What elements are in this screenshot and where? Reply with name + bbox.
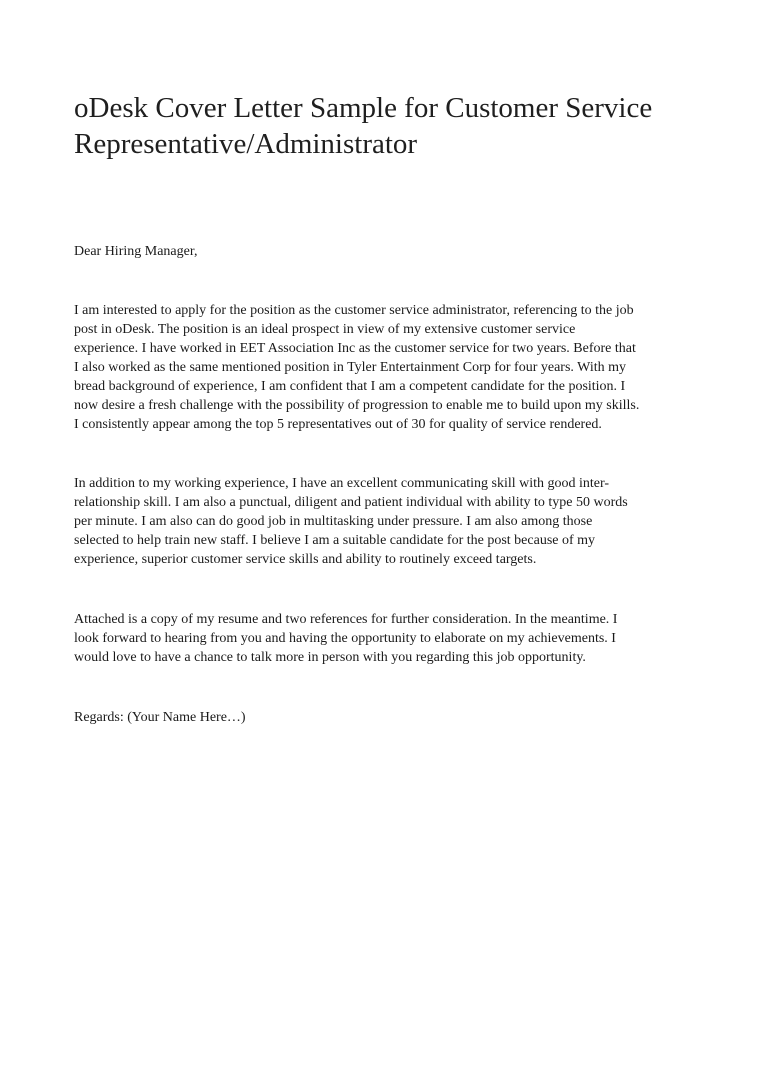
paragraph-line: I also worked as the same mentioned position in Tyler Entertainment Corp for four years. With my <box>74 360 626 375</box>
paragraph-line: per minute. I am also can do good job in multitasking under pressure. I am also among those <box>74 514 593 529</box>
paragraph-line: experience. I have worked in EET Association Inc as the customer service for two years. Before that <box>74 341 636 356</box>
paragraph-skills <box>74 474 714 569</box>
paragraph-line: I consistently appear among the top 5 representatives out of 30 for quality of service rendered. <box>74 417 602 432</box>
paragraph-line: look forward to hearing from you and having the opportunity to elaborate on my achievements. I <box>74 631 616 646</box>
paragraph-line: experience, superior customer service skills and ability to routinely exceed targets. <box>74 552 537 567</box>
paragraph-line: In addition to my working experience, I have an excellent communicating skill with good inter- <box>74 476 610 491</box>
paragraph-line: I am interested to apply for the position as the customer service administrator, referencing to the job <box>74 303 634 318</box>
paragraph-line: post in oDesk. The position is an ideal prospect in view of my extensive customer service <box>74 322 576 337</box>
paragraph-line: would love to have a chance to talk more in person with you regarding this job opportunity. <box>74 650 586 665</box>
paragraph-line: now desire a fresh challenge with the possibility of progression to enable me to build upon my skills. <box>74 398 640 413</box>
signoff: Regards: (Your Name Here…) <box>74 710 246 725</box>
paragraph-closing <box>74 610 714 667</box>
paragraph-interest <box>74 301 714 434</box>
paragraph-line: bread background of experience, I am confident that I am a competent candidate for the position. I <box>74 379 626 394</box>
paragraph-line: relationship skill. I am also a punctual, diligent and patient individual with ability to type 50 words <box>74 495 628 510</box>
paragraph-line: Attached is a copy of my resume and two references for further consideration. In the meantime. I <box>74 612 618 627</box>
document-title: oDesk Cover Letter Sample for Customer Service Representative/Administrator <box>74 92 653 160</box>
paragraph-line: selected to help train new staff. I believe I am a suitable candidate for the post because of my <box>74 533 596 548</box>
salutation: Dear Hiring Manager, <box>74 244 198 259</box>
